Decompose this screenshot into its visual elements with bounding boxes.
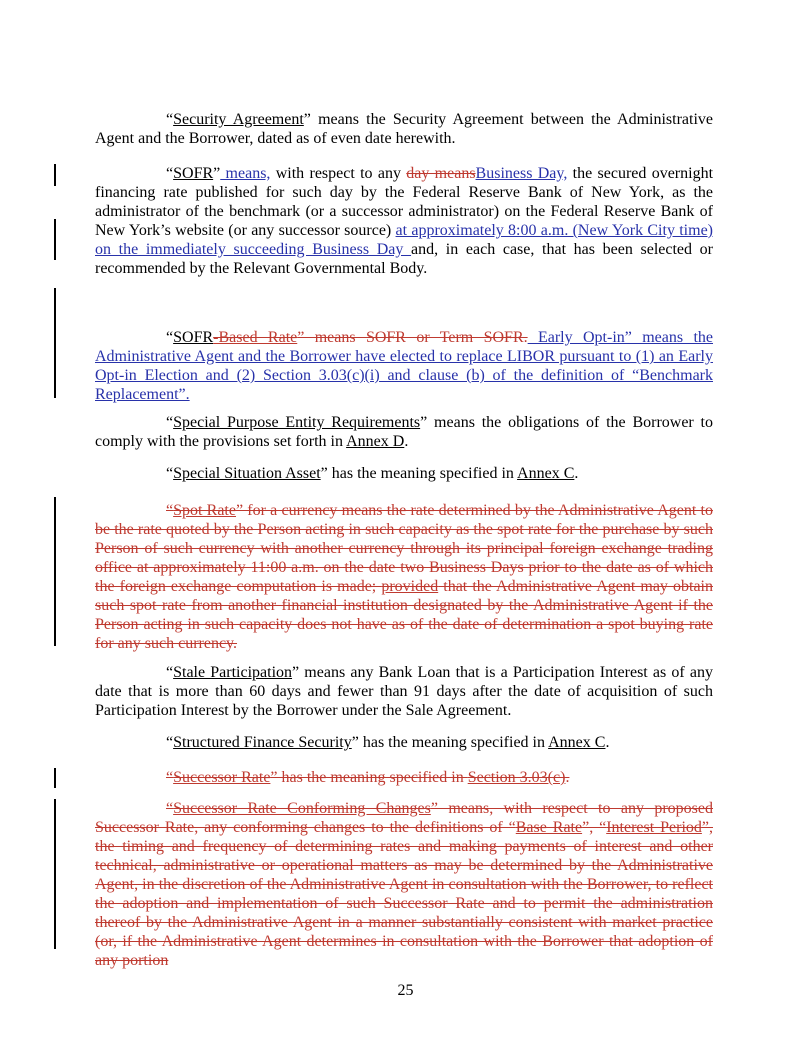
text-segment: provided	[381, 578, 439, 595]
text-segment: ”	[213, 165, 221, 182]
para-sofr	[95, 164, 713, 278]
change-bar	[54, 768, 56, 788]
text-segment: day means	[406, 165, 476, 182]
para-successor-rate	[95, 768, 713, 787]
change-bar	[54, 288, 56, 398]
text-segment: Special Situation Asset	[173, 465, 321, 482]
text-segment: “	[166, 165, 174, 182]
text-segment: ” has the meaning specified in	[320, 465, 518, 482]
text-segment: ”, the timing and frequency of determining rates and making payments of interest and other technical, administrative or operational matters as may be determined by the Administrative Agent, in the discretion of the Administrative Agent in consultation with the Borrower, to reflect the adoption and implementation of such Successor Rate and to permit the administration thereof by the Administrative Agent in a manner substantially consistent with market practice (or, if the Administrative Agent determines in consultation with the Borrower that adoption of any portion	[95, 819, 713, 969]
text-segment: ” for a currency means the rate determined by the Administrative Agent to be the rate quoted by the Person acting in such capacity as the spot rate for the purchase by such Person of such currency with another currency through its principal foreign exchange trading office at approximately 11:00 a.m. on the date two Business Days prior to the date as of which the foreign exchange computation is made;	[95, 502, 713, 595]
text-segment: Successor Rate Conforming Changes	[173, 800, 431, 817]
text-segment: and, in each case, that has been selected or recommended by the Relevant Governmental Body.	[95, 241, 713, 277]
text-segment: with respect to any	[270, 165, 407, 182]
text-segment: Spot Rate	[173, 502, 236, 519]
text-segment: Special Purpose Entity Requirements	[173, 414, 421, 431]
text-segment: Annex C	[517, 465, 575, 482]
text-segment: Base Rate	[515, 819, 583, 836]
text-segment: Business Day,	[475, 165, 568, 182]
text-segment: .	[605, 734, 610, 751]
text-segment: .	[574, 465, 579, 482]
text-segment: Annex C	[548, 734, 606, 751]
page-number: 25	[397, 982, 414, 999]
text-segment: “	[166, 502, 174, 519]
text-segment: Stale Participation	[173, 664, 293, 681]
text-segment: ” means any Bank Loan that is a Participation Interest as of any date that is more than 60 days and fewer than 91 days after the date of acquisition of such Participation Interest by the Borrower under the Sale Agreement.	[95, 664, 714, 719]
para-special-purpose-entity-requirements	[95, 413, 713, 451]
para-successor-rate-conforming-changes	[95, 799, 713, 970]
text-segment: ” means the Security Agreement between the Administrative Agent and the Borrower, dated as of even date herewith.	[95, 111, 713, 147]
text-segment: SOFR	[173, 329, 214, 346]
change-bar	[54, 497, 56, 646]
text-segment: ” means the obligations of the Borrower to comply with the provisions set forth in	[95, 414, 714, 450]
text-segment: that the Administrative Agent may obtain such spot rate from another financial institution designated by the Administrative Agent if the Person acting in such capacity does not have as of the date of determination a spot buying rate for any such currency.	[95, 578, 713, 652]
text-segment: “	[166, 465, 174, 482]
text-segment: “	[166, 664, 174, 681]
change-bar	[54, 799, 56, 949]
para-stale-participation	[95, 663, 713, 720]
text-segment: “	[166, 414, 174, 431]
text-segment: “	[166, 329, 174, 346]
text-segment: ” means SOFR or Term SOFR.	[297, 329, 528, 346]
text-segment: “	[166, 769, 174, 786]
para-structured-finance-security	[95, 733, 713, 752]
text-segment: at approximately 8:00 a.m. (New York City time) on the immediately succeeding Business Day	[95, 222, 713, 258]
text-segment: Section 3.03(c)	[467, 769, 566, 786]
text-segment: ” means, with respect to any proposed Successor Rate, any conforming changes to the definitions of “	[95, 800, 713, 836]
text-segment: ”, “	[582, 819, 607, 836]
para-spot-rate	[95, 501, 713, 653]
text-segment: “	[166, 111, 174, 128]
text-segment: .	[565, 769, 570, 786]
text-segment: means,	[220, 165, 271, 182]
text-segment: SOFR	[173, 165, 214, 182]
text-segment: the secured overnight financing rate published for such day by the Federal Reserve Bank of New York, as the administrator of the benchmark (or a successor administrator) on the Federal Reserve Bank of New York’s website (or any successor source)	[95, 165, 714, 239]
para-sofr-early-opt-in	[95, 328, 713, 404]
text-segment: ” has the meaning specified in	[351, 734, 549, 751]
text-segment: Security Agreement	[173, 111, 304, 128]
change-bar	[54, 164, 56, 186]
text-segment: “	[166, 800, 174, 817]
para-security-agreement	[95, 110, 713, 148]
change-bar	[54, 219, 56, 260]
text-segment: “	[166, 734, 174, 751]
text-segment: Structured Finance Security	[173, 734, 352, 751]
text-segment: .	[404, 433, 409, 450]
text-segment: ” has the meaning specified in	[270, 769, 468, 786]
text-segment: Annex D	[346, 433, 405, 450]
text-segment: -Based Rate	[213, 329, 298, 346]
text-segment: Successor Rate	[173, 769, 271, 786]
para-special-situation-asset	[95, 464, 713, 483]
text-segment: Early Opt-in” means the Administrative Agent and the Borrower have elected to replace LIBOR pursuant to (1) an Early Opt-in Election and (2) Section 3.03(c)(i) and clause (b) of the definition of “Benchmark Replacement”.	[95, 329, 713, 403]
text-segment: Interest Period	[606, 819, 702, 836]
